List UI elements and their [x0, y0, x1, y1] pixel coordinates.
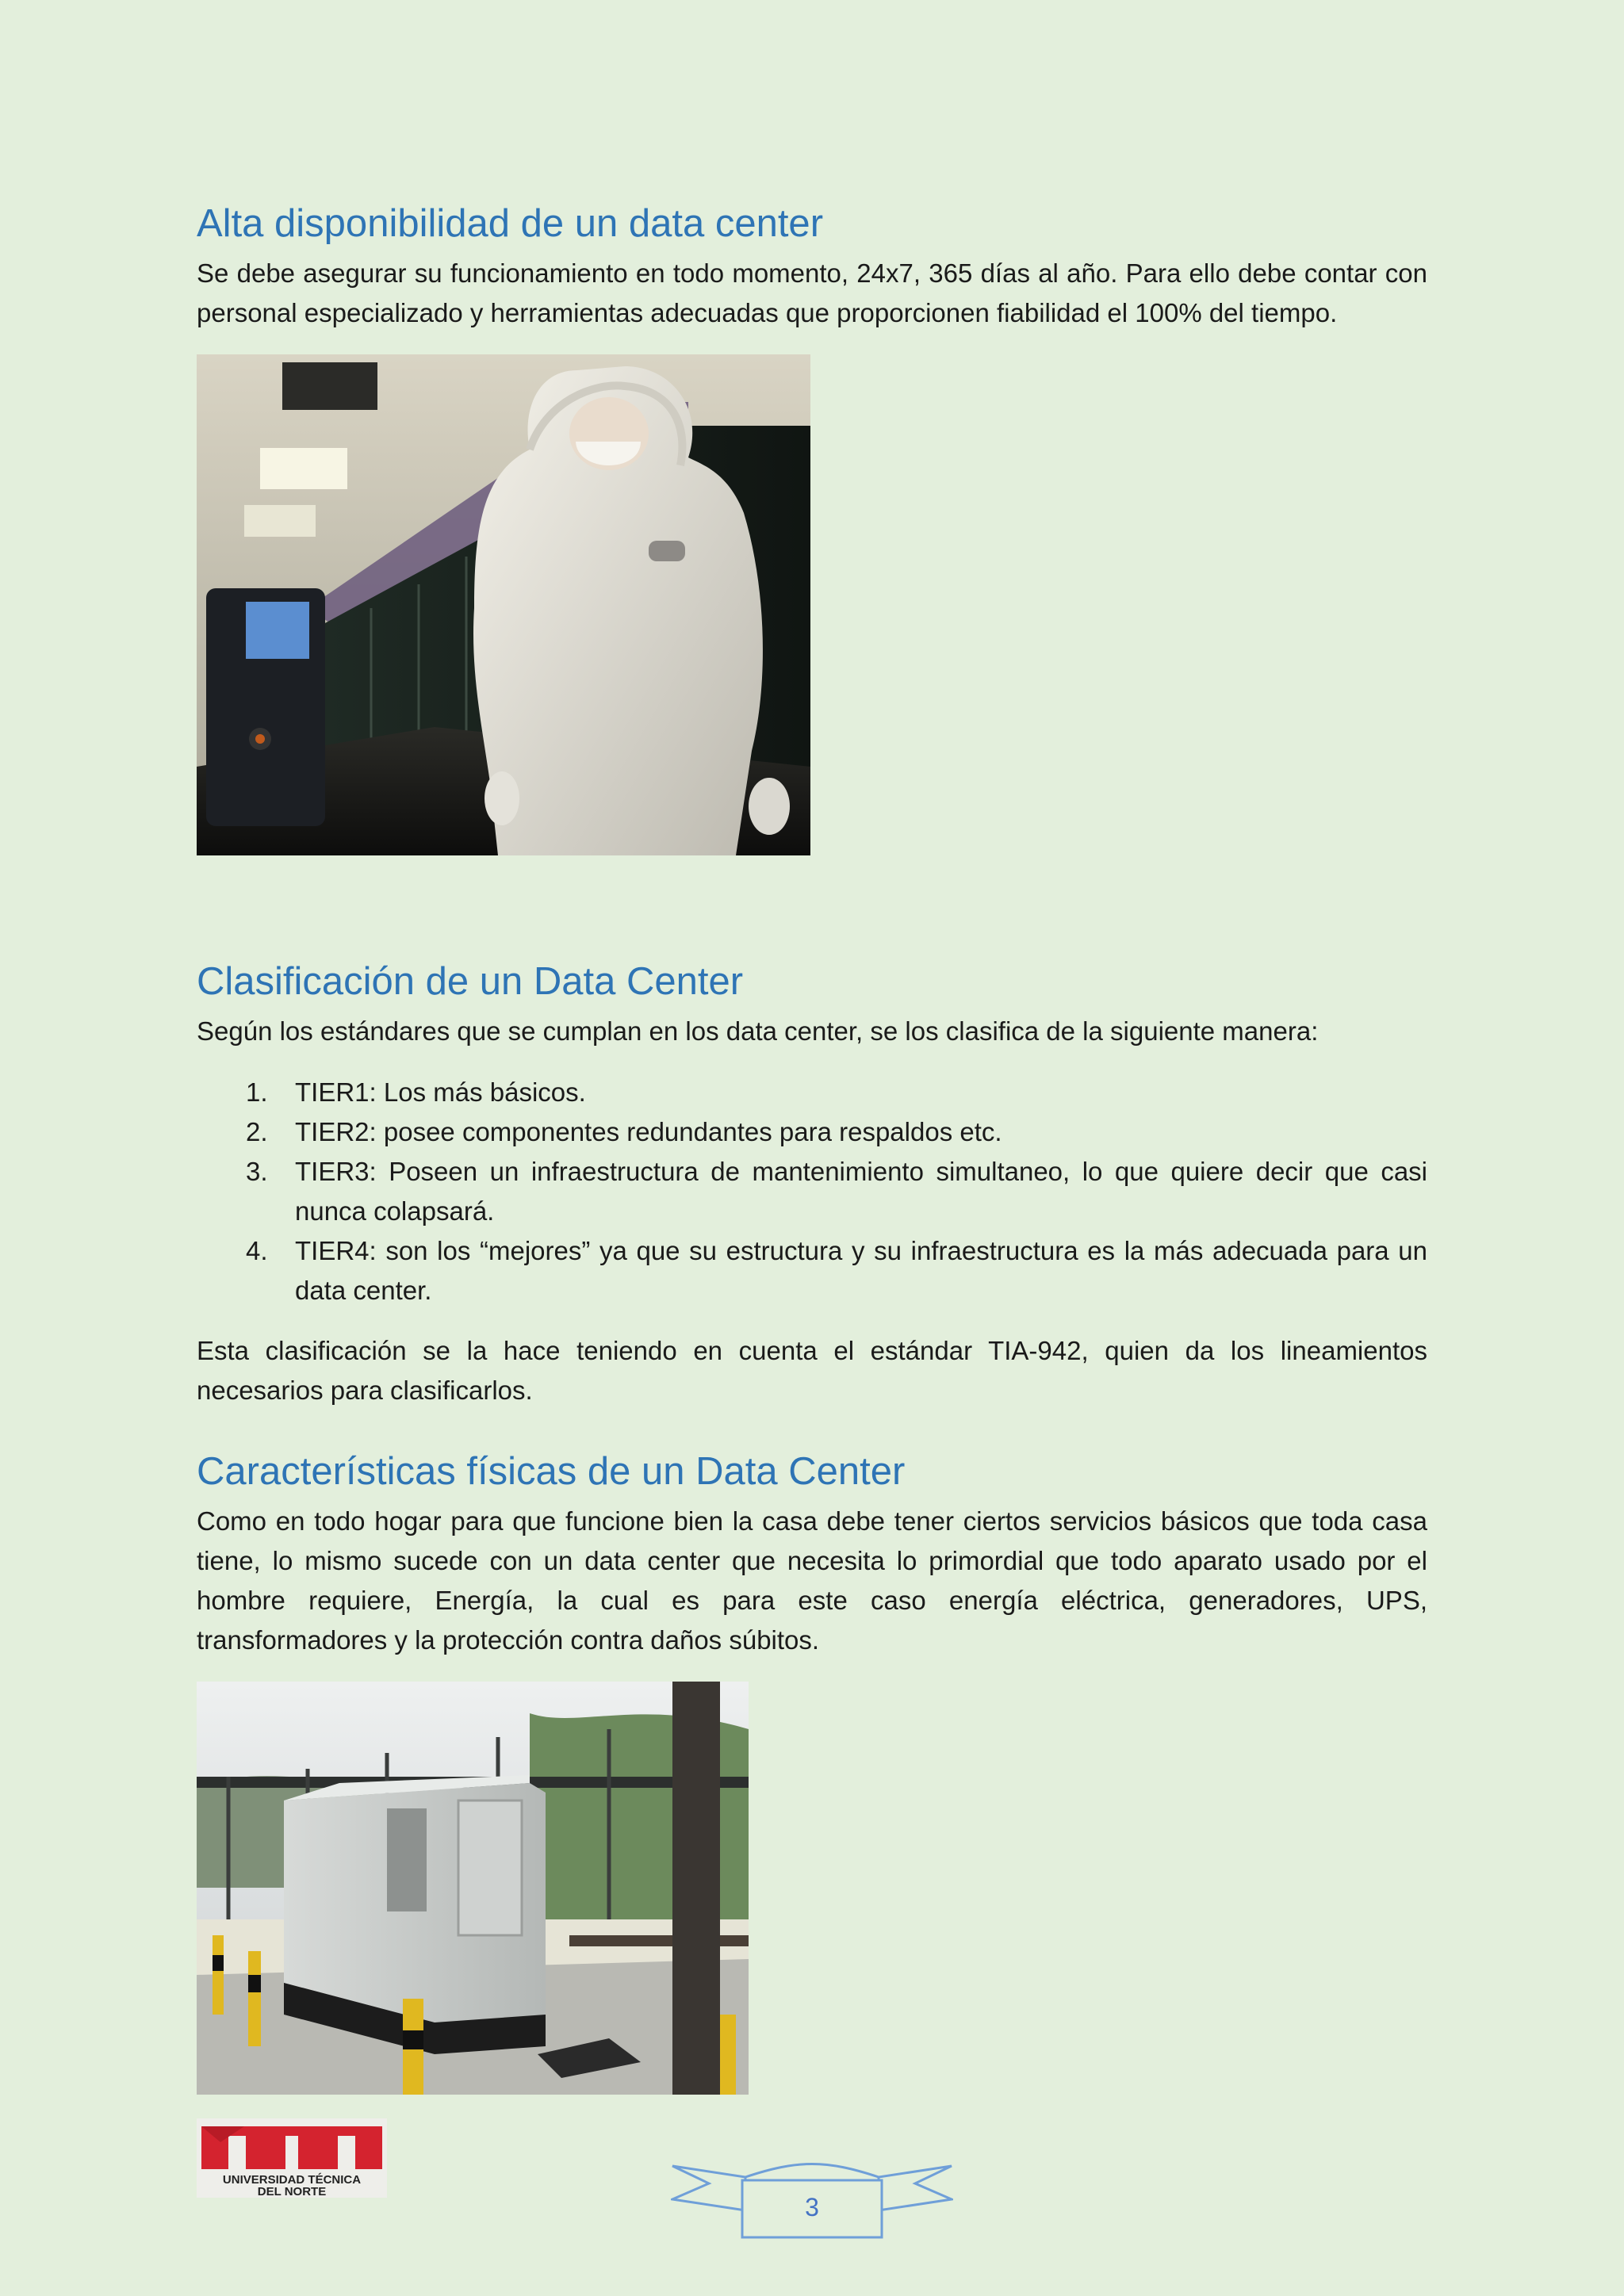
list-item: 3. TIER3: Poseen un infraestructura de mantenimiento simultaneo, lo que quiere decir que casi nunca colapsará. [246, 1157, 1427, 1226]
page-number: 3 [805, 2193, 819, 2221]
list-item: 1. TIER1: Los más básicos. [246, 1077, 586, 1107]
section-title: Alta disponibilidad de un data center [197, 202, 824, 245]
list-item: 2. TIER2: posee componentes redundantes para respaldos etc. [246, 1117, 1002, 1146]
list-item: 4. TIER4: son los “mejores” ya que su estructura y su infraestructura es la más adecuada para un data center. [246, 1236, 1427, 1305]
section-title: Clasificación de un Data Center [197, 960, 744, 1003]
svg-text:UNIVERSIDAD TÉCNICA: UNIVERSIDAD TÉCNICA [222, 2173, 362, 2187]
tier-list [197, 1073, 1427, 1311]
section-body: Como en todo hogar para que funcione bien la casa debe tener ciertos servicios básicos que toda casa tiene, lo mismo sucede con un data center que necesita lo primordial que todo aparato usado por el hombre requiere, Energía, la cual es para este caso energía eléctrica, generadores, UPS, transformadores y la protección contra daños súbitos. [197, 1506, 1427, 1655]
section-physical [197, 1448, 1427, 1660]
section-classification [197, 958, 1427, 1410]
section-outro: Esta clasificación se la hace teniendo en cuenta el estándar TIA-942, quien da los lineamientos necesarios para clasificarlos. [197, 1336, 1427, 1405]
svg-text:DEL NORTE: DEL NORTE [257, 2185, 327, 2198]
section-title: Características físicas de un Data Center [197, 1450, 906, 1493]
section-intro: Según los estándares que se cumplan en los data center, se los clasifica de la siguiente manera: [197, 1016, 1319, 1046]
university-logo [197, 2118, 387, 2198]
section-body: Se debe asegurar su funcionamiento en todo momento, 24x7, 365 días al año. Para ello debe contar con personal especializado y herramientas adecuadas que proporcionen fiabilidad el 100% del tiempo. [197, 258, 1427, 327]
page-number-ribbon [671, 2158, 953, 2239]
generator-photo [197, 1682, 749, 2095]
section-availability [197, 200, 1427, 333]
datacenter-technician-photo [197, 354, 810, 855]
